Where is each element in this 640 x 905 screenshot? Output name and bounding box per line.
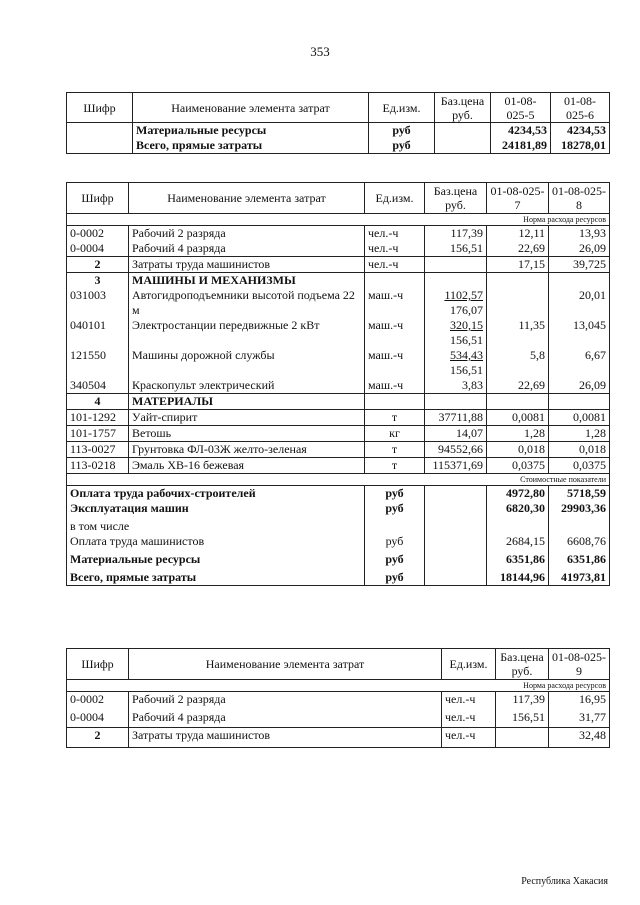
- table-row: 2 Затраты труда машинистов чел.-ч 32,48: [67, 728, 610, 748]
- cost-table-2: [66, 182, 610, 586]
- row-unit: руб: [369, 138, 435, 154]
- row-name: Всего, прямые затраты: [133, 138, 369, 154]
- row-unit: руб: [369, 123, 435, 139]
- summary-row: Всего, прямые затраты руб 18144,96 41973,81: [67, 570, 610, 586]
- row-value: 4234,53: [491, 123, 551, 139]
- summary-row: Эксплуатация машин руб 6820,30 29903,36: [67, 501, 610, 519]
- table-row: [67, 138, 610, 154]
- section-title: МАШИНЫ И МЕХАНИЗМЫ: [129, 273, 365, 289]
- header-code: Шифр: [67, 183, 129, 214]
- cost-label: Стоимостные показатели: [487, 474, 610, 486]
- header-col-8: 01-08-025-8: [549, 183, 610, 214]
- table-row: 0-0004 Рабочий 4 разряда чел.-ч 156,51 31,77: [67, 710, 610, 728]
- row-value: 18278,01: [551, 138, 610, 154]
- row-value: 4234,53: [551, 123, 610, 139]
- table-header-row: [67, 649, 610, 680]
- header-price: Баз.цена руб.: [425, 183, 487, 214]
- table-row: 101-1292 Уайт-спирит т 37711,88 0,0081 0,0081: [67, 410, 610, 426]
- header-col-9: 01-08-025-9: [549, 649, 610, 680]
- page-number: 353: [310, 44, 330, 59]
- summary-row: Оплата труда рабочих-строителей руб 4972,80 5718,59: [67, 486, 610, 502]
- cost-label-row: [67, 474, 610, 486]
- cost-table-3: [66, 648, 610, 748]
- header-unit: Ед.изм.: [369, 93, 435, 123]
- header-col-5: 01-08-025-5: [491, 93, 551, 123]
- table-row: 040101 Электростанции передвижные 2 кВт маш.-ч 320,15 156,51 11,35 13,045: [67, 318, 610, 348]
- table-row: 031003 Автогидроподъемники высотой подъема 22 м маш.-ч 1102,57 176,07 20,01: [67, 288, 610, 318]
- footer-region: Республика Хакасия: [521, 876, 608, 887]
- section-header-row: 3 МАШИНЫ И МЕХАНИЗМЫ: [67, 273, 610, 289]
- header-name: Наименование элемента затрат: [129, 183, 365, 214]
- header-code: Шифр: [67, 649, 129, 680]
- row-name: Материальные ресурсы: [133, 123, 369, 139]
- table-row: 121550 Машины дорожной службы маш.-ч 534,43 156,51 5,8 6,67: [67, 348, 610, 378]
- header-col-6: 01-08-025-6: [551, 93, 610, 123]
- table-row: 2 Затраты труда машинистов чел.-ч 17,15 39,725: [67, 257, 610, 273]
- cost-table-1: [66, 92, 610, 154]
- norm-label-row: [67, 680, 610, 692]
- header-unit: Ед.изм.: [365, 183, 425, 214]
- header-col-7: 01-08-025-7: [487, 183, 549, 214]
- section-title: МАТЕРИАЛЫ: [129, 394, 365, 410]
- header-price: Баз.цена руб.: [496, 649, 549, 680]
- table-row: 0-0002 Рабочий 2 разряда чел.-ч 117,39 16,95: [67, 692, 610, 710]
- summary-row: Оплата труда машинистов руб 2684,15 6608,76: [67, 534, 610, 552]
- table-row: 101-1757 Ветошь кг 14,07 1,28 1,28: [67, 426, 610, 442]
- summary-row: в том числе: [67, 519, 610, 534]
- header-code: Шифр: [67, 93, 133, 123]
- norm-label: Норма расхода ресурсов: [496, 680, 610, 692]
- summary-row: Материальные ресурсы руб 6351,86 6351,86: [67, 552, 610, 570]
- table-header-row: [67, 93, 610, 123]
- table-row: 0-0004 Рабочий 4 разряда чел.-ч 156,51 22,69 26,09: [67, 241, 610, 257]
- header-unit: Ед.изм.: [442, 649, 496, 680]
- table-row: 340504 Краскопульт электрический маш.-ч 3,83 22,69 26,09: [67, 378, 610, 394]
- table-header-row: [67, 183, 610, 214]
- row-value: 24181,89: [491, 138, 551, 154]
- table-row: 113-0218 Эмаль ХВ-16 бежевая т 115371,69 0,0375 0,0375: [67, 458, 610, 474]
- table-row: 0-0002 Рабочий 2 разряда чел.-ч 117,39 12,11 13,93: [67, 226, 610, 242]
- table-row: [67, 123, 610, 139]
- table-row: 113-0027 Грунтовка ФЛ-03Ж желто-зеленая т 94552,66 0,018 0,018: [67, 442, 610, 458]
- header-name: Наименование элемента затрат: [129, 649, 442, 680]
- header-name: Наименование элемента затрат: [133, 93, 369, 123]
- header-price: Баз.цена руб.: [435, 93, 491, 123]
- norm-label-row: [67, 214, 610, 226]
- norm-label: Норма расхода ресурсов: [487, 214, 610, 226]
- section-header-row: 4 МАТЕРИАЛЫ: [67, 394, 610, 410]
